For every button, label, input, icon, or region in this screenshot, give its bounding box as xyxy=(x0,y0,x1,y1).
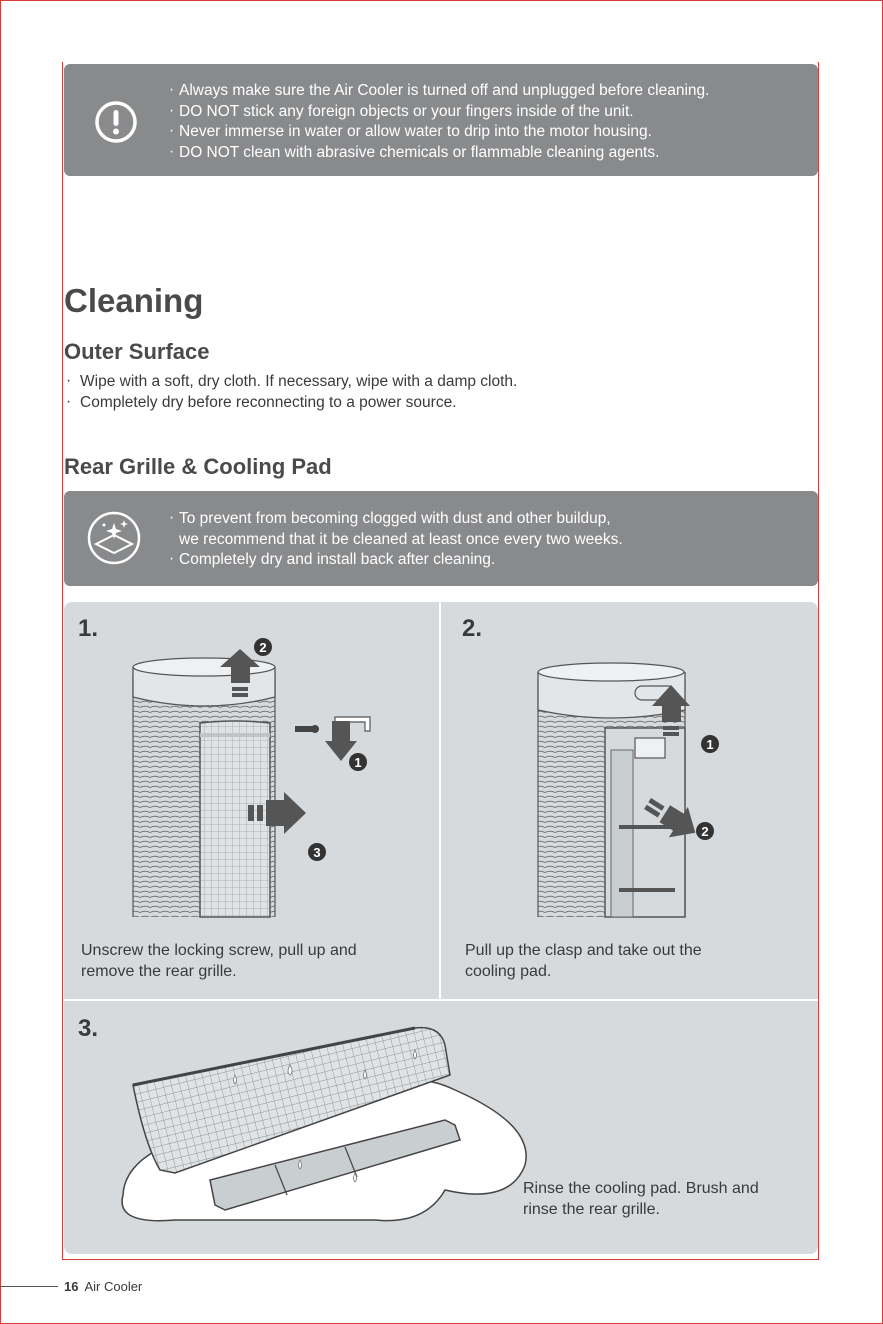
step-2-text-line: cooling pad. xyxy=(465,963,552,980)
step-divider-horizontal xyxy=(64,999,818,1001)
step-3-number: 3. xyxy=(78,1015,99,1042)
exclamation-circle-icon xyxy=(86,97,146,147)
step-3-illustration xyxy=(115,1025,535,1235)
step-1-number: 1. xyxy=(78,615,99,642)
step-2-marker-2 xyxy=(695,821,715,841)
svg-text:3: 3 xyxy=(313,845,321,860)
page-title: Cleaning xyxy=(64,282,204,319)
info-item: · Completely dry and install back after cleaning. xyxy=(169,550,623,571)
footer-product-name: Air Cooler xyxy=(84,1279,143,1294)
svg-text:2: 2 xyxy=(701,824,709,839)
warning-item: · Always make sure the Air Cooler is turned off and unplugged before cleaning. xyxy=(169,81,709,102)
step-1-illustration xyxy=(120,635,400,920)
outer-surface-list xyxy=(66,372,517,413)
svg-text:1: 1 xyxy=(354,755,362,770)
outer-surface-item: · Completely dry before reconnecting to a power source. xyxy=(66,393,517,414)
step-1-text-line: remove the rear grille. xyxy=(81,963,237,980)
step-divider-vertical xyxy=(439,602,441,1000)
step-1-marker-3 xyxy=(307,842,327,862)
warning-item: · DO NOT clean with abrasive chemicals or flammable cleaning agents. xyxy=(169,143,709,164)
svg-text:1: 1 xyxy=(706,737,714,752)
step-2-marker-1 xyxy=(700,734,720,754)
footer xyxy=(64,1279,142,1294)
step-3-description xyxy=(523,1178,759,1220)
step-2-description xyxy=(465,940,702,982)
step-1-description xyxy=(81,940,357,982)
warning-item: · DO NOT stick any foreign objects or your fingers inside of the unit. xyxy=(169,102,709,123)
outer-surface-heading: Outer Surface xyxy=(64,339,210,364)
info-item: · To prevent from becoming clogged with dust and other buildup, xyxy=(169,509,623,530)
step-2-text-line: Pull up the clasp and take out the xyxy=(465,942,702,959)
step-3-text-line: rinse the rear grille. xyxy=(523,1201,660,1218)
page-number: 16 xyxy=(64,1279,79,1294)
svg-text:2: 2 xyxy=(259,640,267,655)
step-1-text-line: Unscrew the locking screw, pull up and xyxy=(81,942,357,959)
warning-item: · Never immerse in water or allow water to drip into the motor housing. xyxy=(169,122,709,143)
warning-list xyxy=(169,81,709,163)
step-2-illustration xyxy=(525,660,700,920)
footer-rule xyxy=(0,1286,58,1287)
info-list xyxy=(169,509,623,571)
rear-grille-heading: Rear Grille & Cooling Pad xyxy=(64,454,332,479)
step-1-marker-1 xyxy=(348,752,368,772)
sparkle-surface-icon xyxy=(84,508,144,568)
step-2-number: 2. xyxy=(462,615,483,642)
step-1-marker-2 xyxy=(253,637,273,657)
step-3-text-line: Rinse the cooling pad. Brush and xyxy=(523,1180,759,1197)
info-item: we recommend that it be cleaned at least once every two weeks. xyxy=(179,530,623,548)
outer-surface-item: · Wipe with a soft, dry cloth. If necessary, wipe with a damp cloth. xyxy=(66,372,517,393)
